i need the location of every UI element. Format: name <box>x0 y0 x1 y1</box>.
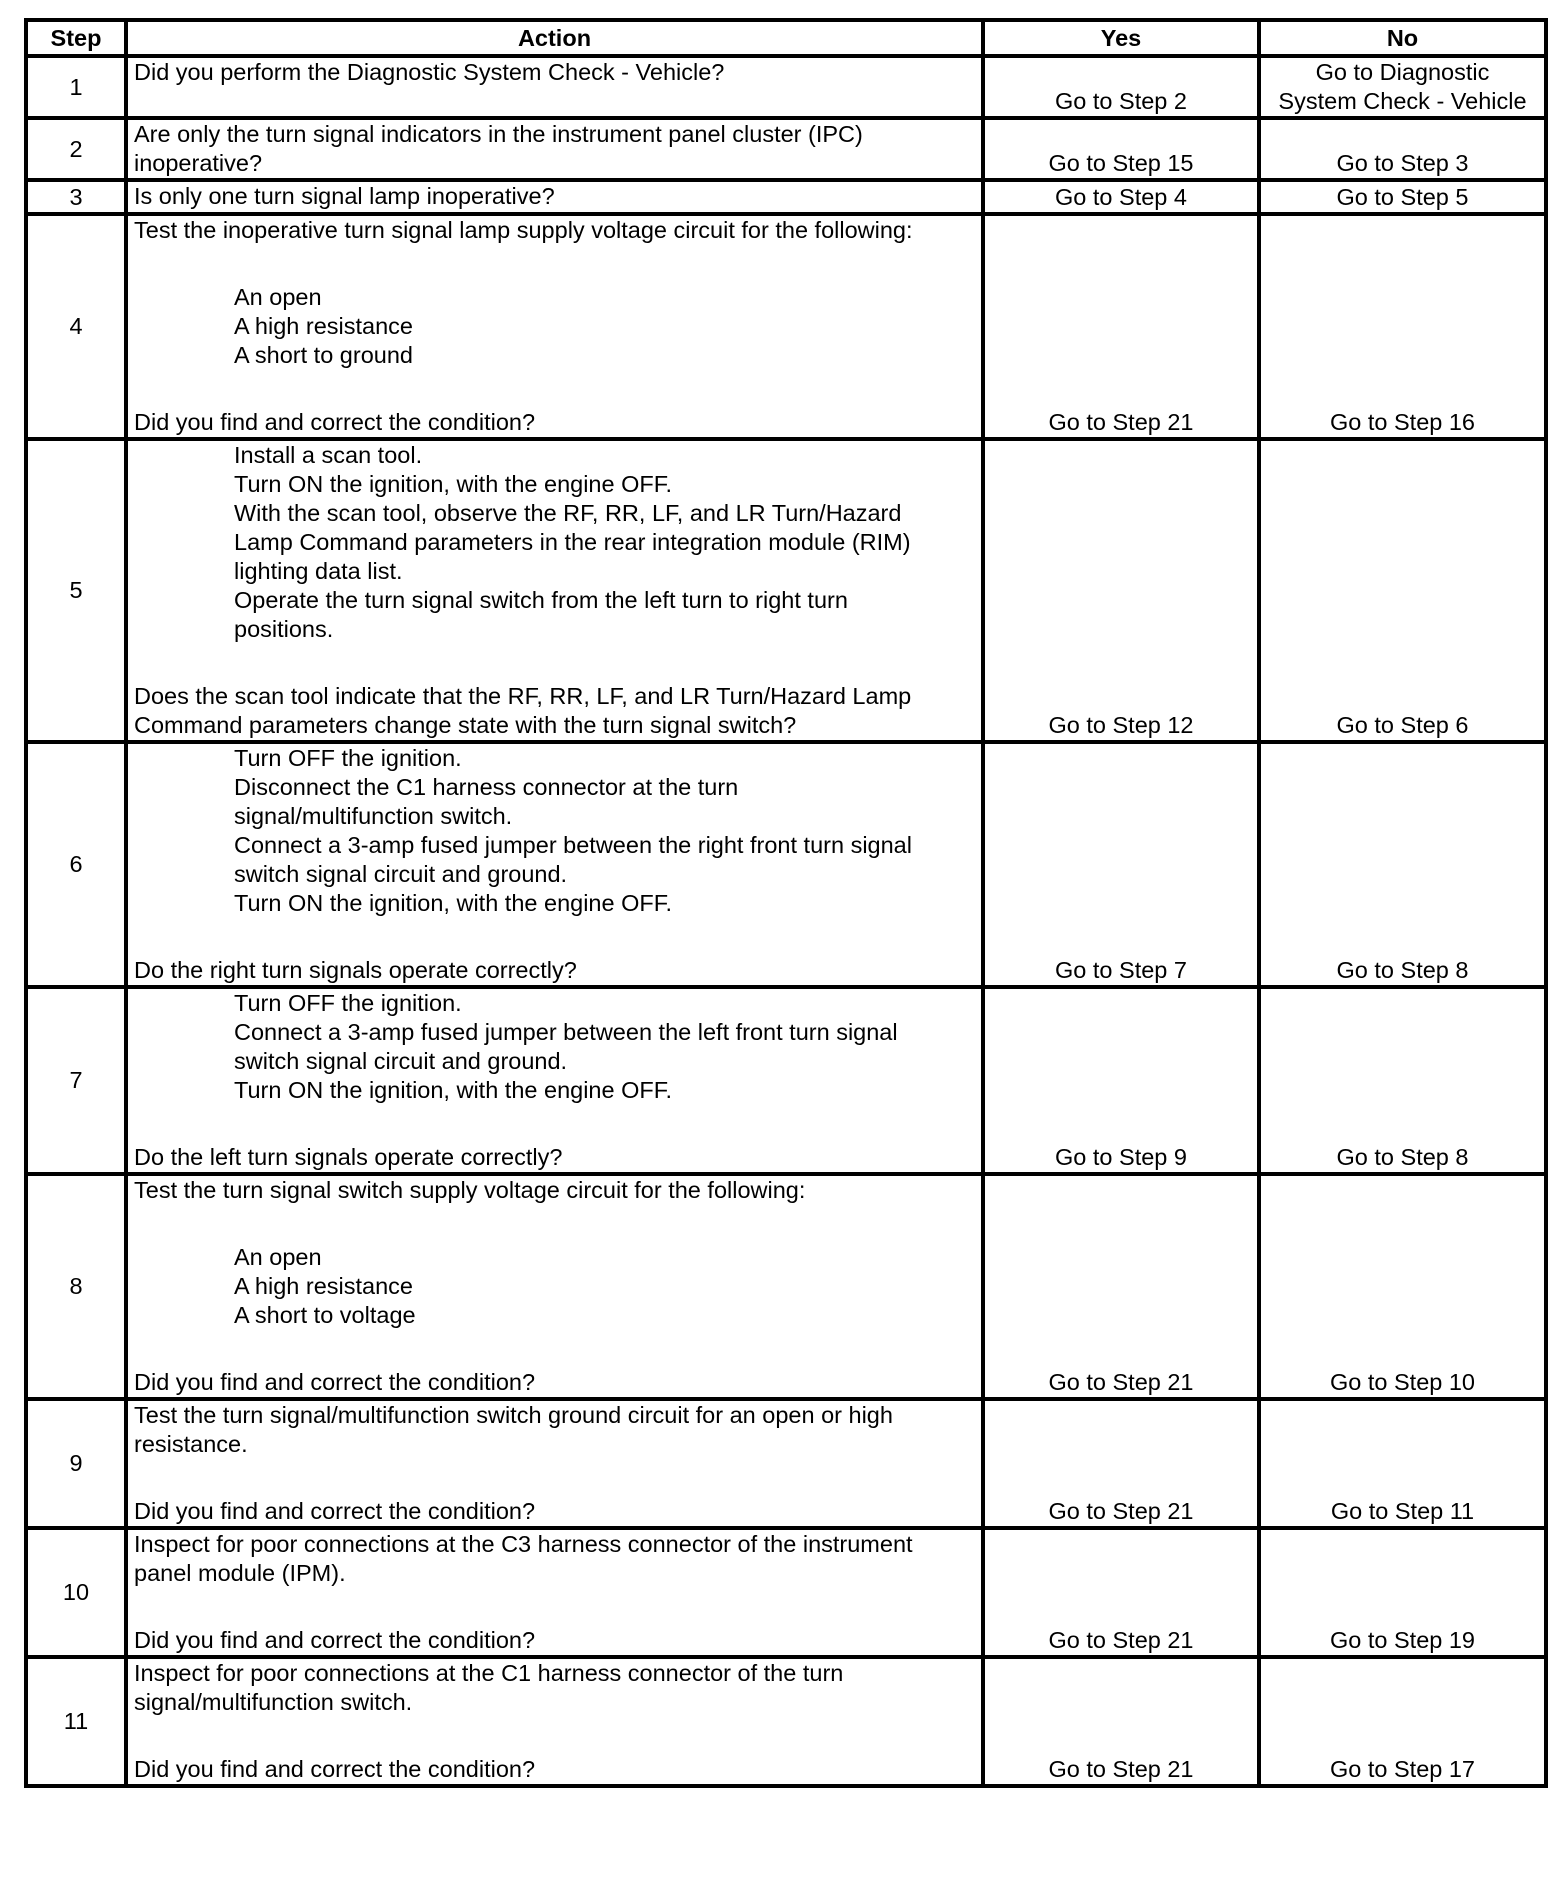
table-row <box>26 987 1546 1174</box>
step-number: 2 <box>26 118 126 180</box>
header-yes: Yes <box>983 20 1259 56</box>
action-question: Do the right turn signals operate correctly? <box>134 957 577 983</box>
action-cell <box>126 1174 983 1399</box>
header-action: Action <box>126 20 983 56</box>
action-cell <box>126 987 983 1174</box>
no-result-line: Go to Step 16 <box>1329 409 1476 435</box>
action-item: A high resistance <box>234 313 413 339</box>
no-result <box>1259 742 1546 987</box>
action-text: inoperative? <box>134 150 263 176</box>
no-result <box>1259 1528 1546 1657</box>
table-row <box>26 180 1546 214</box>
action-item: An open <box>234 284 322 310</box>
yes-result: Go to Step 21 <box>983 1657 1259 1786</box>
spacer <box>134 1330 975 1368</box>
yes-result: Go to Step 12 <box>983 439 1259 742</box>
action-cell <box>126 180 983 214</box>
action-item: Turn ON the ignition, with the engine OFF. <box>234 890 673 916</box>
action-cell <box>126 56 983 118</box>
no-result <box>1259 214 1546 439</box>
action-item: With the scan tool, observe the RF, RR, LF, and LR Turn/Hazard <box>234 500 902 526</box>
action-item: signal/multifunction switch. <box>234 803 513 829</box>
action-item: Operate the turn signal switch from the left turn to right turn <box>234 587 848 613</box>
no-result <box>1259 1174 1546 1399</box>
no-result <box>1259 118 1546 180</box>
yes-result: Go to Step 21 <box>983 1528 1259 1657</box>
action-cell <box>126 118 983 180</box>
step-number: 3 <box>26 180 126 214</box>
table-row <box>26 1657 1546 1786</box>
action-question: Did you find and correct the condition? <box>134 1627 536 1653</box>
yes-result: Go to Step 7 <box>983 742 1259 987</box>
action-item: Lamp Command parameters in the rear integration module (RIM) <box>234 529 911 555</box>
action-item: lighting data list. <box>234 558 403 584</box>
no-result-line: Go to Step 11 <box>1330 1498 1475 1524</box>
no-result-line: Go to Step 10 <box>1329 1369 1476 1395</box>
action-question: Did you find and correct the condition? <box>134 1756 536 1782</box>
action-intro: Test the turn signal switch supply voltage circuit for the following: <box>134 1177 806 1203</box>
table-row <box>26 56 1546 118</box>
spacer <box>134 918 975 956</box>
no-result <box>1259 180 1546 214</box>
action-question: Command parameters change state with the turn signal switch? <box>134 712 797 738</box>
action-item: A high resistance <box>234 1273 413 1299</box>
action-item: Turn ON the ignition, with the engine OFF. <box>234 471 673 497</box>
action-question: Did you find and correct the condition? <box>134 1369 536 1395</box>
action-cell <box>126 742 983 987</box>
action-cell <box>126 1399 983 1528</box>
yes-result: Go to Step 4 <box>983 180 1259 214</box>
step-number: 8 <box>26 1174 126 1399</box>
yes-result: Go to Step 21 <box>983 1399 1259 1528</box>
spacer <box>134 1588 975 1626</box>
no-result-line: Go to Step 3 <box>1336 150 1469 176</box>
spacer <box>134 1105 975 1143</box>
action-cell <box>126 1528 983 1657</box>
no-result <box>1259 987 1546 1174</box>
action-intro: signal/multifunction switch. <box>134 1689 413 1715</box>
action-question: Did you find and correct the condition? <box>134 1498 536 1524</box>
action-intro: Test the turn signal/multifunction switch ground circuit for an open or high <box>134 1402 893 1428</box>
header-no: No <box>1259 20 1546 56</box>
no-result <box>1259 1657 1546 1786</box>
action-intro: Inspect for poor connections at the C3 harness connector of the instrument <box>134 1531 913 1557</box>
no-result-line: Go to Diagnostic <box>1315 59 1490 85</box>
action-item: A short to ground <box>234 342 413 368</box>
action-cell <box>126 1657 983 1786</box>
spacer <box>134 1205 975 1243</box>
step-number: 6 <box>26 742 126 987</box>
no-result-line: Go to Step 5 <box>1336 184 1469 210</box>
spacer <box>134 370 975 408</box>
yes-result: Go to Step 21 <box>983 1174 1259 1399</box>
table-row <box>26 1399 1546 1528</box>
step-number: 11 <box>26 1657 126 1786</box>
no-result-line: System Check - Vehicle <box>1278 88 1527 114</box>
no-result-line: Go to Step 6 <box>1336 712 1469 738</box>
no-result-line: Go to Step 19 <box>1329 1627 1476 1653</box>
step-number: 5 <box>26 439 126 742</box>
spacer <box>134 245 975 283</box>
yes-result: Go to Step 9 <box>983 987 1259 1174</box>
no-result <box>1259 439 1546 742</box>
step-number: 4 <box>26 214 126 439</box>
action-question: Does the scan tool indicate that the RF, RR, LF, and LR Turn/Hazard Lamp <box>134 683 912 709</box>
spacer <box>134 1459 975 1497</box>
action-cell <box>126 214 983 439</box>
action-item: switch signal circuit and ground. <box>234 861 568 887</box>
action-item: Turn OFF the ignition. <box>234 745 462 771</box>
action-item: Disconnect the C1 harness connector at the turn <box>234 774 739 800</box>
yes-result: Go to Step 15 <box>983 118 1259 180</box>
table-row <box>26 439 1546 742</box>
spacer <box>134 1717 975 1755</box>
step-number: 9 <box>26 1399 126 1528</box>
action-text: Are only the turn signal indicators in the instrument panel cluster (IPC) <box>134 121 863 147</box>
action-intro: resistance. <box>134 1431 248 1457</box>
action-text: Is only one turn signal lamp inoperative? <box>134 183 555 209</box>
header-step: Step <box>26 20 126 56</box>
action-intro: panel module (IPM). <box>134 1560 346 1586</box>
table-row <box>26 1528 1546 1657</box>
table-row <box>26 118 1546 180</box>
table-row <box>26 1174 1546 1399</box>
yes-result: Go to Step 2 <box>983 56 1259 118</box>
step-number: 1 <box>26 56 126 118</box>
no-result-line: Go to Step 8 <box>1336 957 1469 983</box>
action-item: Connect a 3-amp fused jumper between the right front turn signal <box>234 832 912 858</box>
no-result-line: Go to Step 17 <box>1329 1756 1476 1782</box>
step-number: 7 <box>26 987 126 1174</box>
action-item: Turn OFF the ignition. <box>234 990 462 1016</box>
action-item: Turn ON the ignition, with the engine OFF. <box>234 1077 673 1103</box>
no-result-line: Go to Step 8 <box>1336 1144 1469 1170</box>
table-body <box>26 56 1546 1786</box>
action-item: A short to voltage <box>234 1302 416 1328</box>
action-cell <box>126 439 983 742</box>
action-intro: Inspect for poor connections at the C1 harness connector of the turn <box>134 1660 844 1686</box>
no-result <box>1259 1399 1546 1528</box>
action-item: Connect a 3-amp fused jumper between the left front turn signal <box>234 1019 898 1045</box>
no-result <box>1259 56 1546 118</box>
action-item: An open <box>234 1244 322 1270</box>
yes-result: Go to Step 21 <box>983 214 1259 439</box>
action-text: Did you perform the Diagnostic System Check - Vehicle? <box>134 59 725 85</box>
table-row <box>26 214 1546 439</box>
action-item: Install a scan tool. <box>234 442 423 468</box>
action-item: positions. <box>234 616 334 642</box>
step-number: 10 <box>26 1528 126 1657</box>
action-question: Did you find and correct the condition? <box>134 409 536 435</box>
table-row <box>26 742 1546 987</box>
diagnostic-table <box>24 18 1548 1788</box>
spacer <box>134 644 975 682</box>
header-row <box>26 20 1546 56</box>
action-item: switch signal circuit and ground. <box>234 1048 568 1074</box>
action-intro: Test the inoperative turn signal lamp supply voltage circuit for the following: <box>134 217 913 243</box>
action-question: Do the left turn signals operate correctly? <box>134 1144 563 1170</box>
